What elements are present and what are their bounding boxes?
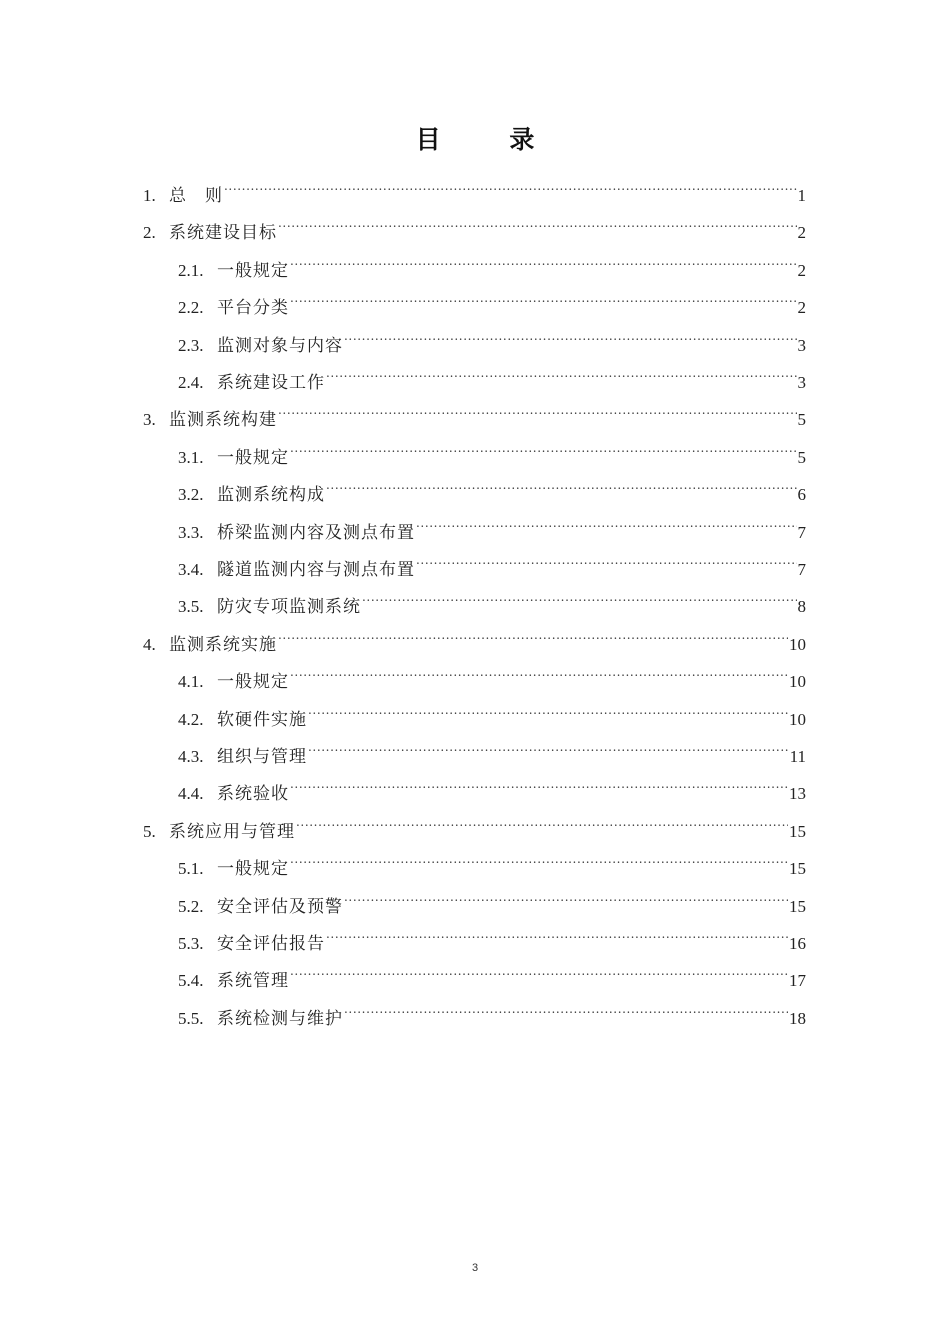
toc-entry[interactable] [178, 463, 806, 505]
toc-entry-label: 平台分类 [217, 298, 289, 318]
toc-entry-number: 3. [143, 410, 156, 429]
toc-dot-leader [362, 575, 797, 612]
toc-entry-number: 4.3. [178, 747, 204, 766]
toc-dot-leader [290, 837, 788, 874]
toc-entry-page: 17 [789, 971, 806, 990]
toc-entry[interactable] [178, 426, 806, 468]
toc-entry[interactable] [178, 725, 806, 767]
toc-entry-page: 7 [797, 523, 806, 542]
toc-entry-page: 1 [797, 186, 806, 205]
toc-entry-label: 安全评估报告 [217, 934, 325, 954]
toc-entry-number: 4.2. [178, 710, 204, 729]
toc-entry-number: 5.2. [178, 897, 204, 916]
toc-entry-page: 3 [797, 336, 806, 355]
toc-entry-page: 15 [789, 859, 806, 878]
toc-dot-leader [290, 426, 797, 463]
toc-dot-leader [344, 314, 797, 351]
toc-dot-leader [326, 912, 788, 949]
toc-dot-leader [224, 164, 797, 201]
toc-entry-label: 监测对象与内容 [217, 336, 343, 356]
toc-entry-number: 2. [143, 223, 156, 242]
toc-dot-leader [326, 463, 797, 500]
toc-dot-leader [290, 949, 788, 986]
toc-entry-label: 系统建设目标 [169, 223, 277, 243]
toc-entry-label: 系统验收 [217, 784, 289, 804]
toc-entry-page: 3 [797, 373, 806, 392]
toc-entry-page: 8 [797, 597, 806, 616]
toc-entry-label: 一般规定 [217, 261, 289, 281]
toc-entry-number: 5. [143, 822, 156, 841]
toc-entry[interactable] [178, 912, 806, 954]
toc-dot-leader [308, 688, 788, 725]
toc-entry-page: 2 [797, 298, 806, 317]
toc-entry[interactable] [178, 575, 806, 617]
toc-entry-number: 2.2. [178, 298, 204, 317]
toc-entry-number: 3.5. [178, 597, 204, 616]
toc-entry[interactable] [178, 762, 806, 804]
toc-entry-number: 5.3. [178, 934, 204, 953]
toc-entry-number: 4.4. [178, 784, 204, 803]
toc-entry[interactable] [178, 837, 806, 879]
page-number: 3 [471, 1262, 479, 1274]
toc-entry[interactable] [178, 949, 806, 991]
toc-entry[interactable] [143, 388, 806, 430]
toc-entry-label: 总 则 [169, 186, 223, 206]
toc-dot-leader [308, 725, 789, 762]
toc-entry[interactable] [178, 987, 806, 1029]
toc-entry-page: 11 [789, 747, 806, 766]
toc-entry[interactable] [178, 239, 806, 281]
toc-entry-page: 10 [789, 710, 806, 729]
toc-entry-page: 2 [797, 261, 806, 280]
toc-entry[interactable] [178, 875, 806, 917]
toc-entry-label: 桥梁监测内容及测点布置 [217, 523, 415, 543]
toc-entry[interactable] [178, 688, 806, 730]
toc-entry-label: 防灾专项监测系统 [217, 597, 361, 617]
toc-entry[interactable] [178, 351, 806, 393]
toc-entry-label: 监测系统构成 [217, 485, 325, 505]
toc-dot-leader [416, 538, 797, 575]
toc-entry-number: 3.2. [178, 485, 204, 504]
toc-dot-leader [296, 800, 788, 837]
toc-dot-leader [344, 875, 788, 912]
toc-entry-number: 2.4. [178, 373, 204, 392]
toc-entry[interactable] [143, 201, 806, 243]
toc-dot-leader [290, 650, 788, 687]
toc-entry-label: 安全评估及预警 [217, 897, 343, 917]
toc-entry-label: 软硬件实施 [217, 710, 307, 730]
toc-entry-page: 15 [789, 897, 806, 916]
toc-entry[interactable] [143, 800, 806, 842]
toc-dot-leader [278, 613, 788, 650]
toc-entry-page: 5 [797, 410, 806, 429]
toc-entry-page: 7 [797, 560, 806, 579]
toc-entry-number: 3.4. [178, 560, 204, 579]
toc-entry-label: 系统应用与管理 [169, 822, 295, 842]
toc-entry-label: 组织与管理 [217, 747, 307, 767]
toc-entry-page: 13 [789, 784, 806, 803]
toc-entry-number: 4.1. [178, 672, 204, 691]
toc-entry-number: 5.5. [178, 1009, 204, 1028]
toc-dot-leader [290, 762, 788, 799]
toc-entry-label: 监测系统实施 [169, 635, 277, 655]
toc-entry-page: 18 [789, 1009, 806, 1028]
toc-dot-leader [344, 987, 788, 1024]
toc-entry-number: 2.3. [178, 336, 204, 355]
toc-entry-label: 监测系统构建 [169, 410, 277, 430]
toc-entry[interactable] [178, 650, 806, 692]
toc-title: 目 录 [415, 125, 565, 154]
toc-dot-leader [278, 388, 797, 425]
toc-entry-page: 10 [789, 672, 806, 691]
toc-entry-label: 一般规定 [217, 672, 289, 692]
toc-entry-label: 一般规定 [217, 448, 289, 468]
toc-dot-leader [416, 501, 797, 538]
toc-entry[interactable] [178, 314, 806, 356]
toc-entry[interactable] [178, 501, 806, 543]
toc-entry[interactable] [143, 613, 806, 655]
toc-entry-label: 系统建设工作 [217, 373, 325, 393]
toc-entry-page: 5 [797, 448, 806, 467]
toc-entry-number: 3.1. [178, 448, 204, 467]
toc-dot-leader [326, 351, 797, 388]
toc-dot-leader [290, 239, 797, 276]
toc-dot-leader [290, 276, 797, 313]
toc-entry-label: 隧道监测内容与测点布置 [217, 560, 415, 580]
toc-dot-leader [278, 201, 797, 238]
toc-entry-page: 16 [789, 934, 806, 953]
toc-entry-number: 5.4. [178, 971, 204, 990]
toc-entry-page: 15 [789, 822, 806, 841]
toc-entry-page: 6 [797, 485, 806, 504]
toc-entry-number: 4. [143, 635, 156, 654]
toc-entry-page: 2 [797, 223, 806, 242]
toc-entry-label: 一般规定 [217, 859, 289, 879]
toc-entry-label: 系统管理 [217, 971, 289, 991]
toc-entry-number: 2.1. [178, 261, 204, 280]
toc-entry-page: 10 [789, 635, 806, 654]
toc-entry[interactable] [143, 164, 806, 206]
toc-entry-number: 5.1. [178, 859, 204, 878]
toc-entry-label: 系统检测与维护 [217, 1009, 343, 1029]
toc-entry[interactable] [178, 538, 806, 580]
toc-entry-number: 3.3. [178, 523, 204, 542]
toc-entry[interactable] [178, 276, 806, 318]
toc-entry-number: 1. [143, 186, 156, 205]
